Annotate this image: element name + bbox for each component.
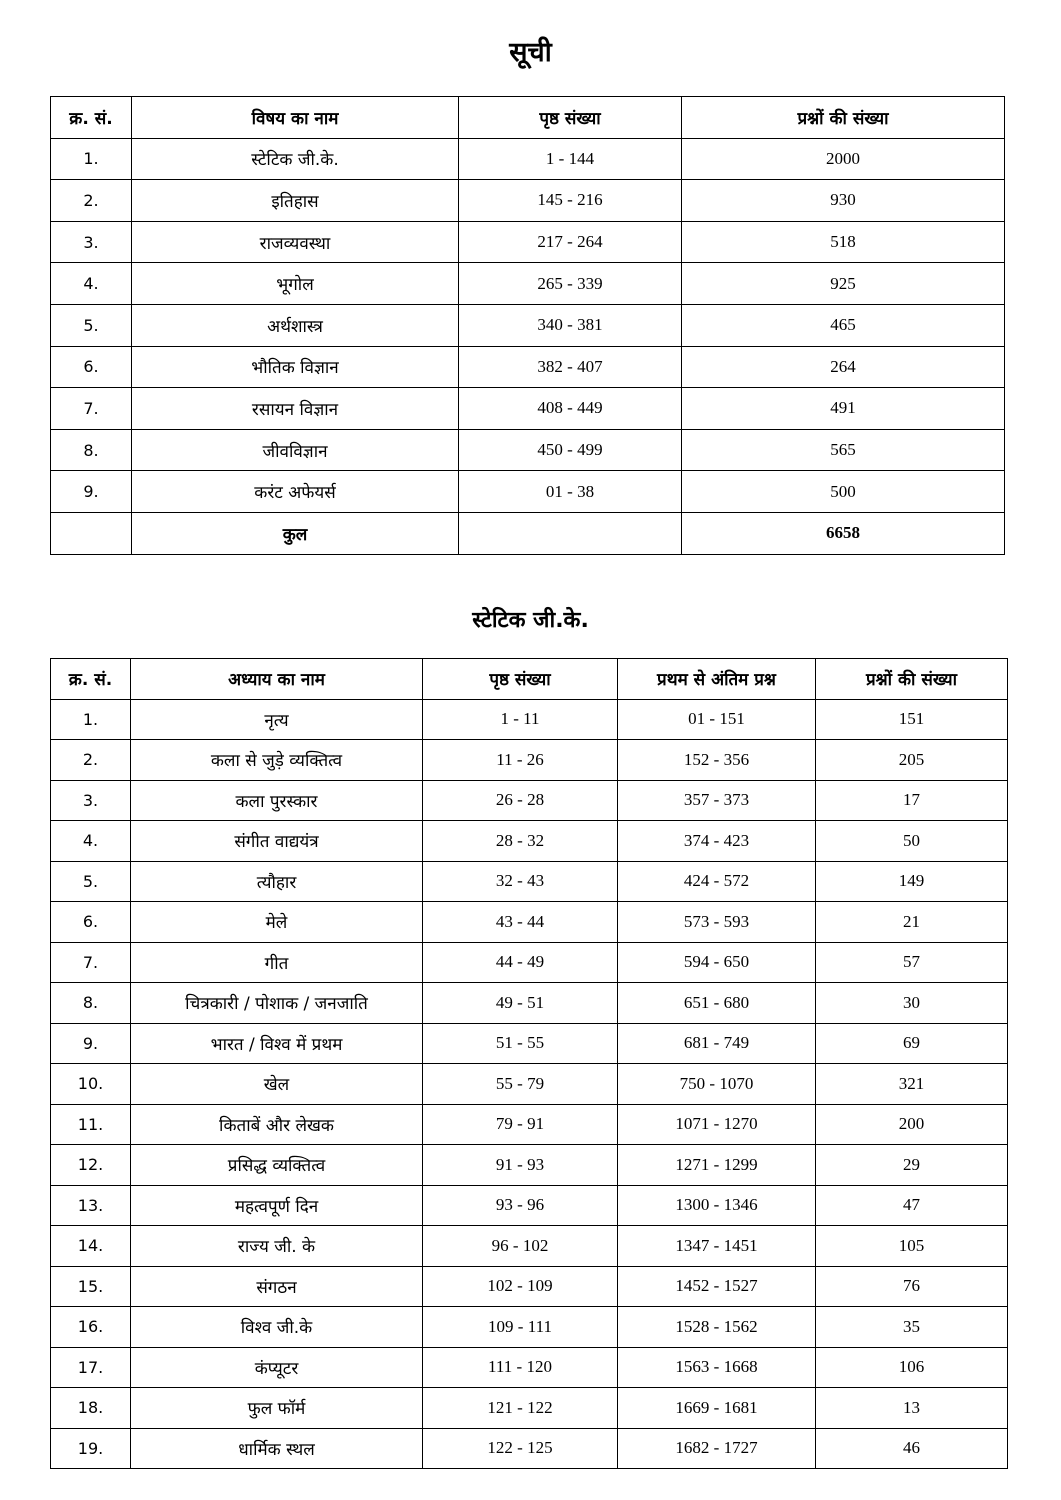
cell-serial: 11. [51,1104,131,1145]
cell-question-count: 518 [682,221,1005,263]
cell-question-range: 1452 - 1527 [618,1266,816,1307]
cell-question-range: 594 - 650 [618,942,816,983]
cell-question-count: 106 [816,1347,1008,1388]
cell-question-count: 35 [816,1307,1008,1348]
cell-serial: 12. [51,1145,131,1186]
cell-chapter: राज्य जी. के [131,1226,423,1267]
cell-question-count: 69 [816,1023,1008,1064]
cell-question-count: 76 [816,1266,1008,1307]
header-question-count: प्रश्नों की संख्या [682,97,1005,139]
cell-pages: 32 - 43 [423,861,618,902]
table-row [51,138,1005,180]
header-question-range: प्रथम से अंतिम प्रश्न [618,659,816,700]
section-title: स्टेटिक जी.के. [472,608,589,633]
cell-chapter: संगठन [131,1266,423,1307]
total-value: 6658 [682,512,1005,554]
cell-chapter: त्यौहार [131,861,423,902]
cell-chapter: महत्वपूर्ण दिन [131,1185,423,1226]
cell-question-range: 1528 - 1562 [618,1307,816,1348]
cell-serial: 7. [51,388,132,430]
cell-subject: रसायन विज्ञान [132,388,459,430]
cell-pages: 11 - 26 [423,740,618,781]
cell-question-count: 925 [682,263,1005,305]
cell-question-count: 151 [816,699,1008,740]
cell-subject: स्टेटिक जी.के. [132,138,459,180]
cell-chapter: धार्मिक स्थल [131,1428,423,1469]
cell-serial: 6. [51,902,131,943]
cell-question-range: 681 - 749 [618,1023,816,1064]
cell-pages: 122 - 125 [423,1428,618,1469]
cell-question-range: 357 - 373 [618,780,816,821]
cell-question-count: 930 [682,180,1005,222]
cell-question-count: 205 [816,740,1008,781]
cell-pages: 43 - 44 [423,902,618,943]
cell-question-range: 1071 - 1270 [618,1104,816,1145]
cell-pages: 49 - 51 [423,983,618,1024]
table-row [51,821,1008,862]
table-row [51,471,1005,513]
cell-question-range: 152 - 356 [618,740,816,781]
table-row [51,1064,1008,1105]
cell-question-range: 1347 - 1451 [618,1226,816,1267]
table-row [51,429,1005,471]
cell-subject: भौतिक विज्ञान [132,346,459,388]
cell-subject: करंट अफेयर्स [132,471,459,513]
cell-serial: 8. [51,429,132,471]
cell-serial: 19. [51,1428,131,1469]
header-serial: क्र. सं. [51,97,132,139]
cell-question-count: 565 [682,429,1005,471]
cell-pages: 51 - 55 [423,1023,618,1064]
cell-pages: 93 - 96 [423,1185,618,1226]
cell-chapter: प्रसिद्ध व्यक्तित्व [131,1145,423,1186]
cell-serial: 8. [51,983,131,1024]
cell-pages: 96 - 102 [423,1226,618,1267]
cell-serial: 9. [51,1023,131,1064]
cell-subject: जीवविज्ञान [132,429,459,471]
table-row [51,902,1008,943]
cell-pages: 121 - 122 [423,1388,618,1429]
cell-question-range: 651 - 680 [618,983,816,1024]
cell-serial: 6. [51,346,132,388]
cell-chapter: कंप्यूटर [131,1347,423,1388]
cell-question-count: 2000 [682,138,1005,180]
header-subject: विषय का नाम [132,97,459,139]
table-row [51,861,1008,902]
cell-serial: 13. [51,1185,131,1226]
cell-pages: 145 - 216 [459,180,682,222]
cell-serial: 4. [51,263,132,305]
cell-serial: 3. [51,780,131,821]
table-row [51,942,1008,983]
table-row [51,983,1008,1024]
cell-question-range: 1669 - 1681 [618,1388,816,1429]
table-row [51,1023,1008,1064]
table-row [51,1104,1008,1145]
contents-table-body [51,138,1005,554]
table-row [51,780,1008,821]
table-row [51,1388,1008,1429]
contents-table [50,96,1005,555]
table-row [51,1307,1008,1348]
cell-chapter: गीत [131,942,423,983]
cell-question-range: 1300 - 1346 [618,1185,816,1226]
table-row [51,1226,1008,1267]
cell-question-range: 424 - 572 [618,861,816,902]
cell-empty [51,512,132,554]
cell-question-count: 500 [682,471,1005,513]
cell-question-range: 01 - 151 [618,699,816,740]
cell-subject: राजव्यवस्था [132,221,459,263]
cell-chapter: कला पुरस्कार [131,780,423,821]
cell-question-count: 200 [816,1104,1008,1145]
table-row [51,304,1005,346]
cell-subject: भूगोल [132,263,459,305]
table-row [51,346,1005,388]
cell-question-count: 46 [816,1428,1008,1469]
cell-chapter: संगीत वाद्ययंत्र [131,821,423,862]
cell-question-count: 13 [816,1388,1008,1429]
table-row [51,1428,1008,1469]
cell-pages: 55 - 79 [423,1064,618,1105]
header-serial: क्र. सं. [51,659,131,700]
cell-question-count: 50 [816,821,1008,862]
cell-pages: 1 - 144 [459,138,682,180]
table-row [51,1185,1008,1226]
cell-question-range: 750 - 1070 [618,1064,816,1105]
cell-chapter: फुल फॉर्म [131,1388,423,1429]
cell-serial: 14. [51,1226,131,1267]
cell-question-count: 57 [816,942,1008,983]
cell-chapter: कला से जुड़े व्यक्तित्व [131,740,423,781]
cell-question-range: 374 - 423 [618,821,816,862]
cell-serial: 7. [51,942,131,983]
cell-question-count: 21 [816,902,1008,943]
cell-question-range: 1682 - 1727 [618,1428,816,1469]
table-row [51,221,1005,263]
cell-serial: 17. [51,1347,131,1388]
cell-serial: 18. [51,1388,131,1429]
chapters-table-body [51,699,1008,1469]
cell-serial: 5. [51,304,132,346]
page-title: सूची [509,37,552,68]
cell-question-count: 47 [816,1185,1008,1226]
cell-question-count: 465 [682,304,1005,346]
cell-serial: 1. [51,138,132,180]
cell-serial: 2. [51,740,131,781]
cell-chapter: विश्व जी.के [131,1307,423,1348]
cell-serial: 2. [51,180,132,222]
cell-chapter: नृत्य [131,699,423,740]
cell-chapter: किताबें और लेखक [131,1104,423,1145]
table-row [51,740,1008,781]
cell-serial: 10. [51,1064,131,1105]
cell-question-count: 30 [816,983,1008,1024]
cell-serial: 9. [51,471,132,513]
cell-serial: 16. [51,1307,131,1348]
cell-pages: 450 - 499 [459,429,682,471]
cell-pages: 217 - 264 [459,221,682,263]
header-question-count: प्रश्नों की संख्या [816,659,1008,700]
table-row [51,263,1005,305]
table-header-row [51,97,1005,139]
cell-question-count: 491 [682,388,1005,430]
table-row [51,1266,1008,1307]
table-row [51,180,1005,222]
cell-question-count: 264 [682,346,1005,388]
cell-pages: 109 - 111 [423,1307,618,1348]
chapters-table [50,658,1008,1469]
cell-pages: 44 - 49 [423,942,618,983]
cell-question-count: 29 [816,1145,1008,1186]
table-row [51,388,1005,430]
header-chapter: अध्याय का नाम [131,659,423,700]
cell-subject: इतिहास [132,180,459,222]
cell-chapter: भारत / विश्व में प्रथम [131,1023,423,1064]
cell-question-range: 1271 - 1299 [618,1145,816,1186]
header-pages: पृष्ठ संख्या [459,97,682,139]
cell-serial: 3. [51,221,132,263]
cell-pages: 265 - 339 [459,263,682,305]
cell-pages: 91 - 93 [423,1145,618,1186]
table-row [51,699,1008,740]
cell-pages: 102 - 109 [423,1266,618,1307]
table-row [51,1145,1008,1186]
cell-pages: 26 - 28 [423,780,618,821]
cell-pages: 1 - 11 [423,699,618,740]
cell-pages: 408 - 449 [459,388,682,430]
cell-question-count: 17 [816,780,1008,821]
cell-serial: 15. [51,1266,131,1307]
cell-chapter: खेल [131,1064,423,1105]
total-row [51,512,1005,554]
cell-chapter: चित्रकारी / पोशाक / जनजाति [131,983,423,1024]
cell-pages: 28 - 32 [423,821,618,862]
cell-serial: 5. [51,861,131,902]
header-pages: पृष्ठ संख्या [423,659,618,700]
cell-subject: अर्थशास्त्र [132,304,459,346]
cell-pages: 382 - 407 [459,346,682,388]
cell-serial: 4. [51,821,131,862]
cell-question-range: 1563 - 1668 [618,1347,816,1388]
cell-serial: 1. [51,699,131,740]
table-row [51,1347,1008,1388]
cell-question-range: 573 - 593 [618,902,816,943]
cell-question-count: 149 [816,861,1008,902]
cell-pages: 79 - 91 [423,1104,618,1145]
cell-pages: 111 - 120 [423,1347,618,1388]
cell-empty [459,512,682,554]
table-header-row [51,659,1008,700]
cell-pages: 01 - 38 [459,471,682,513]
cell-question-count: 321 [816,1064,1008,1105]
cell-pages: 340 - 381 [459,304,682,346]
cell-chapter: मेले [131,902,423,943]
cell-question-count: 105 [816,1226,1008,1267]
total-label: कुल [132,512,459,554]
